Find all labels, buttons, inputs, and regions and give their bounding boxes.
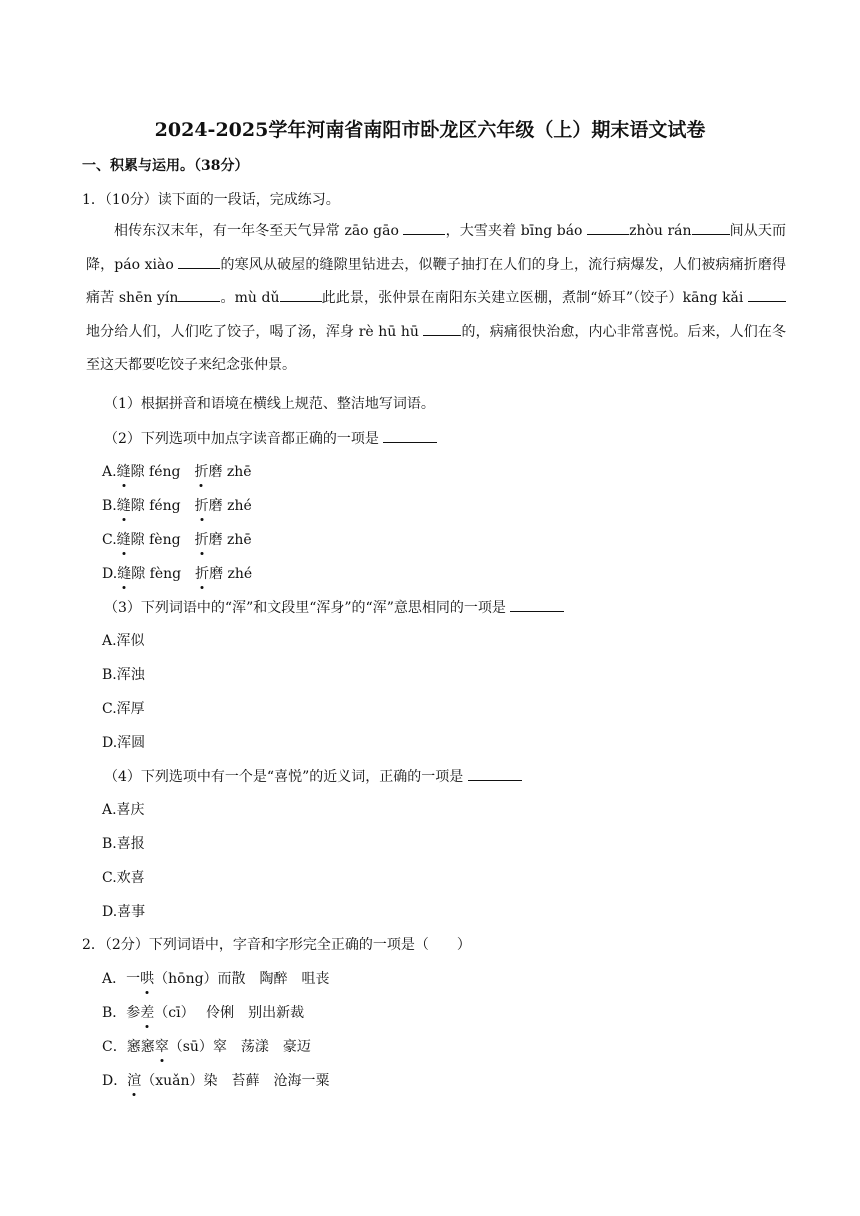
option-a[interactable]: A.浑似	[102, 633, 145, 649]
option-a[interactable]	[102, 462, 252, 482]
question-1-sub-3	[104, 597, 564, 618]
passage-segment: ，大雪夹着 bīng báo	[445, 223, 588, 239]
option-d[interactable]	[102, 1071, 330, 1091]
option-d[interactable]: D.浑圆	[102, 735, 146, 751]
passage-segment: zhòu rán	[629, 223, 692, 239]
option-letter: B.	[102, 498, 117, 514]
answer-blank[interactable]	[587, 220, 629, 235]
option-text: 隙 fèng	[130, 532, 181, 548]
dotted-char: 渲	[127, 1073, 142, 1089]
option-d[interactable]	[102, 564, 252, 584]
passage-segment: 此此景，张仲景在南阳东关建立医棚，煮制“娇耳”（饺子）kāng kǎi	[321, 290, 748, 307]
dotted-char: 缝	[116, 532, 131, 548]
passage-segment: 间从天而降，páo xiào	[86, 223, 787, 273]
question-1-sub-1: （1）根据拼音和语境在横线上规范、整洁地写词语。	[104, 396, 435, 412]
answer-blank[interactable]	[403, 220, 445, 235]
option-letter: A.	[102, 464, 117, 480]
answer-blank[interactable]	[748, 287, 786, 302]
question-2-heading: 2．（2分）下列词语中，字音和字形完全正确的一项是（ ）	[82, 937, 471, 953]
option-text: 磨 zhé	[209, 566, 253, 582]
answer-blank[interactable]	[178, 287, 220, 302]
option-c[interactable]: C.浑厚	[102, 701, 145, 717]
passage-text	[86, 215, 786, 383]
option-text: 隙 féng	[130, 498, 181, 514]
answer-blank[interactable]	[510, 597, 564, 612]
dotted-char: 折	[194, 498, 209, 514]
answer-blank[interactable]	[178, 254, 220, 269]
option-text: （xuǎn）染 苔藓 沧海一粟	[141, 1073, 330, 1089]
option-d[interactable]: D.喜事	[102, 904, 146, 920]
dotted-char: 缝	[116, 464, 131, 480]
option-text: B．参	[102, 1005, 141, 1021]
passage-segment: 地分给人们，人们吃了饺子，喝了汤，浑身 rè hū hū	[86, 323, 424, 340]
passage-segment: 相传东汉末年，有一年冬至天气异常 zāo gāo	[114, 223, 404, 239]
option-c[interactable]	[102, 1037, 311, 1057]
section-heading: 一、积累与运用。（38分）	[82, 158, 249, 174]
dotted-char: 折	[194, 532, 209, 548]
dotted-char: 折	[194, 464, 209, 480]
option-text: D．	[102, 1073, 128, 1089]
option-text: （sū）窣 荡漾 豪迈	[168, 1039, 311, 1055]
option-text: 隙 féng	[130, 464, 181, 480]
dotted-char: 哄	[140, 971, 155, 987]
option-text: C．窸窸	[102, 1039, 155, 1055]
passage-segment: 的寒风从破屋的缝隙里钻进去，似鞭子抽打在人们的身上，流行病爆发，人们被病痛折磨得痛苦 shēn yín	[86, 256, 786, 307]
option-letter: C.	[102, 532, 117, 548]
dotted-char: 缝	[117, 566, 132, 582]
option-text: （cī） 伶俐 别出新裁	[154, 1005, 305, 1021]
dotted-char: 缝	[116, 498, 131, 514]
dotted-char: 差	[140, 1005, 155, 1021]
page-title: 2024-2025学年河南省南阳市卧龙区六年级（上）期末语文试卷	[154, 119, 706, 141]
answer-blank[interactable]	[423, 321, 461, 336]
sub-question-text: （2）下列选项中加点字读音都正确的一项是	[104, 431, 384, 447]
question-1-heading: 1．（10分）读下面的一段话，完成练习。	[82, 192, 340, 208]
answer-blank[interactable]	[468, 766, 522, 781]
option-text: 磨 zhē	[208, 532, 252, 548]
option-text: 磨 zhé	[208, 498, 252, 514]
option-text: A．一	[102, 971, 141, 987]
option-b[interactable]: B.喜报	[102, 836, 145, 852]
option-letter: D.	[102, 566, 118, 582]
answer-blank[interactable]	[280, 287, 322, 302]
passage-segment: 。mù dǔ	[220, 290, 280, 307]
answer-blank[interactable]	[383, 428, 437, 443]
option-text: （hōng）而散 陶醉 咀丧	[154, 971, 330, 987]
question-1-passage	[86, 215, 786, 383]
option-a[interactable]: A.喜庆	[102, 802, 145, 818]
question-1-sub-4	[104, 766, 522, 787]
question-1-sub-2	[104, 428, 437, 449]
sub-question-text: （4）下列选项中有一个是“喜悦”的近义词，正确的一项是	[104, 769, 468, 785]
option-b[interactable]	[102, 496, 252, 516]
option-a[interactable]	[102, 969, 330, 989]
option-b[interactable]	[102, 1003, 304, 1023]
passage-segment: 的，病痛很快治愈，内心非常喜悦。后来，人们在冬至这天都要吃饺子来纪念张仲景。	[86, 323, 786, 374]
option-text: 隙 fèng	[131, 566, 182, 582]
dotted-char: 窣	[154, 1039, 169, 1055]
option-b[interactable]: B.浑浊	[102, 667, 145, 683]
answer-blank[interactable]	[692, 220, 730, 235]
dotted-char: 折	[195, 566, 210, 582]
option-c[interactable]	[102, 530, 252, 550]
option-text: 磨 zhē	[208, 464, 252, 480]
sub-question-text: （3）下列词语中的“浑”和文段里“浑身”的“浑”意思相同的一项是	[104, 600, 511, 616]
option-c[interactable]: C.欢喜	[102, 870, 145, 886]
